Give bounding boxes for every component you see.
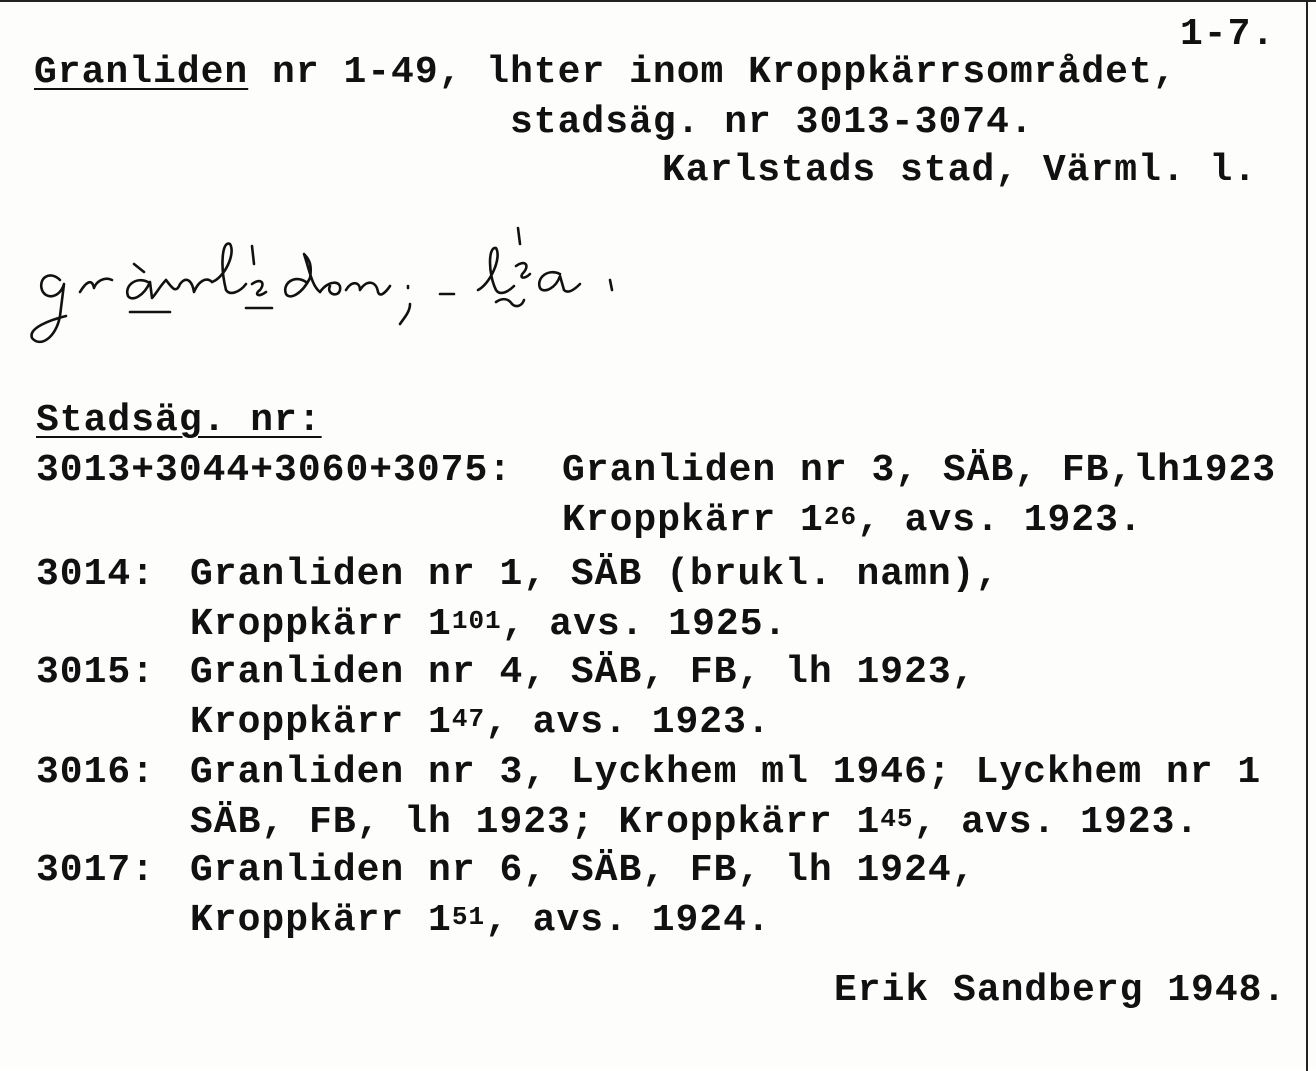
entry-key: 3013+3044+3060+3075: xyxy=(36,449,513,492)
header-line-1-rest: nr 1-49, lhter inom Kroppkärrsområdet, xyxy=(248,51,1177,94)
entry-text-line-2: Kroppkärr $1^{51}$, avs. 1924. xyxy=(190,899,771,942)
entry-key: 3017: xyxy=(36,849,156,892)
card-number: 1-7. xyxy=(1180,13,1276,56)
place-name: Granliden xyxy=(34,51,249,94)
entry-key: 3016: xyxy=(36,751,156,794)
header-line-2: stadsäg. nr 3013-3074. xyxy=(510,101,1034,144)
entry-text-line-2: Kroppkärr $1^{47}$, avs. 1923. xyxy=(190,701,771,744)
section-heading: Stadsäg. nr: xyxy=(36,399,322,442)
header-line-3: Karlstads stad, Värml. l. xyxy=(662,149,1258,192)
entry-text-line-1: Granliden nr 1, SÄB (brukl. namn), xyxy=(190,553,1000,596)
signature: Erik Sandberg 1948. xyxy=(834,969,1287,1012)
entry-key: 3015: xyxy=(36,651,156,694)
entry-text-line-2: Kroppkärr $1^{26}$, avs. 1923. xyxy=(562,499,1143,542)
entry-text-line-1: Granliden nr 3, SÄB, FB,lh1923 xyxy=(562,449,1277,492)
entry-text-line-1: Granliden nr 6, SÄB, FB, lh 1924, xyxy=(190,849,976,892)
entry-text-line-1: Granliden nr 4, SÄB, FB, lh 1923, xyxy=(190,651,976,694)
header-line-1 xyxy=(34,50,1177,96)
entry-text-line-2: Kroppkärr $1^{101}$, avs. 1925. xyxy=(190,603,788,646)
card-edge xyxy=(1306,2,1308,1071)
entry-text-line-1: Granliden nr 3, Lyckhem ml 1946; Lyckhem nr 1 xyxy=(190,751,1262,794)
handwritten-pronunciation xyxy=(20,220,900,360)
entry-key: 3014: xyxy=(36,553,156,596)
entry-text-line-2: SÄB, FB, lh 1923; Kroppkärr $1^{45}$, avs. 1923. xyxy=(190,801,1200,844)
